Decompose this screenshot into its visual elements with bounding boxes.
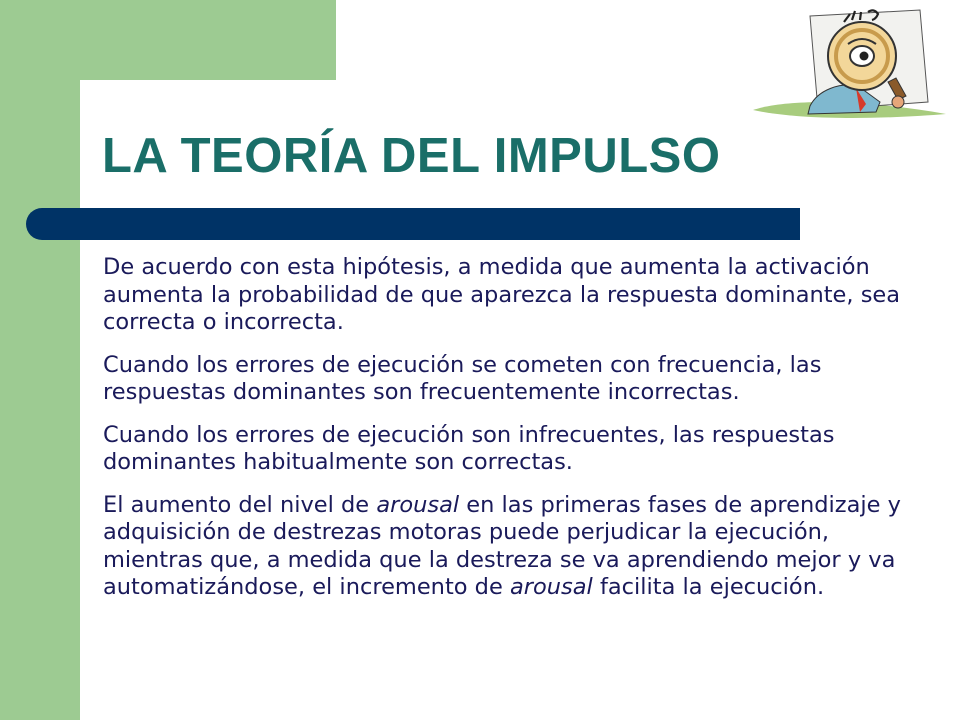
title-underline-bar — [26, 208, 800, 240]
slide-title: LA TEORÍA DEL IMPULSO — [102, 129, 721, 183]
bullet-item — [66, 352, 916, 407]
bullet-list — [66, 254, 916, 617]
top-green-band — [0, 0, 336, 80]
bullet-item — [66, 422, 916, 477]
bullet-text: De acuerdo con esta hipótesis, a medida que aumenta la activación aumenta la probabilidad de que aparezca la respuesta dominante, sea correcta o incorrecta. — [103, 254, 901, 335]
bullet-item — [66, 254, 916, 337]
arousal-term: arousal — [376, 491, 460, 518]
arousal-term: arousal — [509, 574, 593, 600]
bullet-text: El aumento del nivel de arousal en las primeras fases de aprendizaje y adquisición de destrezas motoras puede perjudicar la ejecución, mientras que, a medida que la destreza se va aprendiendo mejor y va automatizándose, el incremento de arousal facilita la ejecución. — [103, 491, 901, 600]
bullet-text: Cuando los errores de ejecución son infrecuentes, las respuestas dominantes habitualmente son correctas. — [103, 421, 835, 475]
magnifying-glass-detective-icon — [748, 6, 948, 136]
bullet-dot — [68, 264, 78, 274]
bullet-dot — [68, 432, 78, 442]
bullet-dot — [68, 502, 78, 512]
title-underline-bar-end — [790, 208, 800, 240]
bullet-dot — [68, 362, 78, 372]
bullet-item — [66, 492, 916, 602]
bullet-text: Cuando los errores de ejecución se cometen con frecuencia, las respuestas dominantes son frecuentemente incorrectas. — [103, 351, 822, 405]
